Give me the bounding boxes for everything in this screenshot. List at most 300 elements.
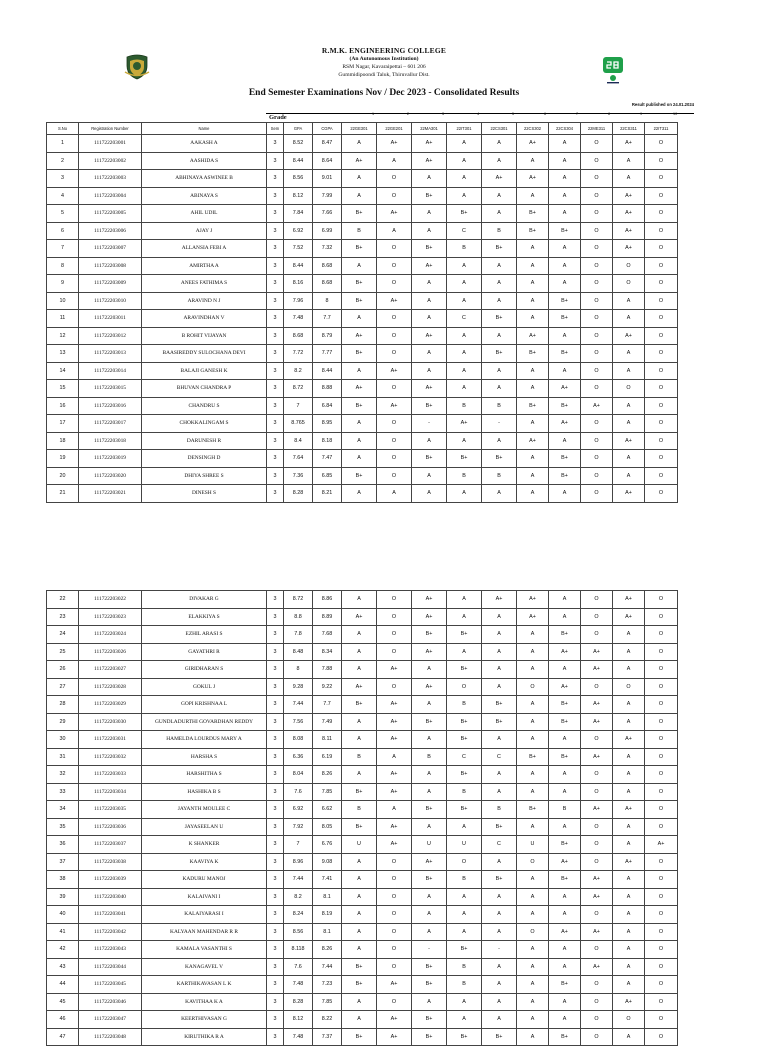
cell-g4: A xyxy=(447,257,482,275)
cell-name: DARUNESH R xyxy=(142,432,267,450)
cell-sno: 46 xyxy=(47,1011,79,1029)
cell-g7: A xyxy=(549,766,581,784)
cell-g5: B xyxy=(482,222,517,240)
cell-name: CHOKKALINGAM S xyxy=(142,415,267,433)
cell-g1: A+ xyxy=(342,608,377,626)
table-row xyxy=(47,643,678,661)
cell-g6: A xyxy=(517,888,549,906)
cell-g4: A xyxy=(447,187,482,205)
cell-sno: 7 xyxy=(47,240,79,258)
exam-title: End Semester Examinations Nov / Dec 2023 - Consolidated Results xyxy=(248,88,520,98)
cell-g4: B+ xyxy=(447,205,482,223)
cell-g8: O xyxy=(581,380,613,398)
cell-g1: B xyxy=(342,801,377,819)
cell-g5: A xyxy=(482,731,517,749)
table-row xyxy=(47,432,678,450)
cell-g7: A xyxy=(549,135,581,153)
cell-sno: 6 xyxy=(47,222,79,240)
cell-sno: 16 xyxy=(47,397,79,415)
cell-g9: A xyxy=(613,467,645,485)
cell-cgpa: 7.44 xyxy=(313,958,342,976)
cell-name: DIVAKAR G xyxy=(142,591,267,609)
cell-name: AAKASH A xyxy=(142,135,267,153)
table-row xyxy=(47,257,678,275)
cell-g3: A+ xyxy=(412,152,447,170)
cell-g6: A xyxy=(517,1028,549,1046)
cell-sem: 3 xyxy=(267,1011,284,1029)
cell-g1: A xyxy=(342,432,377,450)
cell-g3: B+ xyxy=(412,801,447,819)
cell-g8: A+ xyxy=(581,748,613,766)
cell-sem: 3 xyxy=(267,678,284,696)
cell-g6: B+ xyxy=(517,748,549,766)
cell-g9: A+ xyxy=(613,485,645,503)
cell-g9: A xyxy=(613,292,645,310)
cell-g3: B+ xyxy=(412,976,447,994)
cell-sem: 3 xyxy=(267,240,284,258)
cell-g5: A xyxy=(482,432,517,450)
cell-g5: B+ xyxy=(482,1028,517,1046)
cell-g3: A+ xyxy=(412,135,447,153)
cell-gpa: 7.48 xyxy=(284,1028,313,1046)
cell-g2: O xyxy=(377,643,412,661)
cell-gpa: 7 xyxy=(284,836,313,854)
cell-g5: B+ xyxy=(482,696,517,714)
cell-gpa: 7.44 xyxy=(284,696,313,714)
cell-regno: 111722203039 xyxy=(79,871,142,889)
cell-name: GOPI KRISHNAA L xyxy=(142,696,267,714)
cell-g6: A xyxy=(517,871,549,889)
cell-g6: A xyxy=(517,783,549,801)
cell-g2: A+ xyxy=(377,766,412,784)
cell-g7: B+ xyxy=(549,976,581,994)
cell-cgpa: 8.18 xyxy=(313,432,342,450)
cell-sem: 3 xyxy=(267,327,284,345)
cell-g10: O xyxy=(645,626,678,644)
cell-sno: 22 xyxy=(47,591,79,609)
cell-g7: A+ xyxy=(549,643,581,661)
cell-g5: A xyxy=(482,327,517,345)
column-number: 5 xyxy=(512,112,515,116)
cell-sno: 17 xyxy=(47,415,79,433)
cell-sem: 3 xyxy=(267,467,284,485)
cell-g9: A xyxy=(613,941,645,959)
cell-regno: 111722203044 xyxy=(79,958,142,976)
cell-g7: B+ xyxy=(549,696,581,714)
cell-g3: A+ xyxy=(412,608,447,626)
cell-g8: O xyxy=(581,467,613,485)
table-row xyxy=(47,467,678,485)
cell-g7: B+ xyxy=(549,626,581,644)
cell-g1: B+ xyxy=(342,275,377,293)
cell-g7: A+ xyxy=(549,380,581,398)
cell-g8: A+ xyxy=(581,923,613,941)
cell-g8: O xyxy=(581,240,613,258)
cell-g4: A xyxy=(447,327,482,345)
cell-g8: O xyxy=(581,1028,613,1046)
cell-g3: A xyxy=(412,923,447,941)
cell-g4: A xyxy=(447,152,482,170)
cell-g6: A+ xyxy=(517,608,549,626)
cell-g3: B+ xyxy=(412,450,447,468)
cell-regno: 111722203007 xyxy=(79,240,142,258)
cell-g8: O xyxy=(581,836,613,854)
cell-g7: A xyxy=(549,661,581,679)
cell-cgpa: 6.85 xyxy=(313,467,342,485)
cell-g5: A xyxy=(482,643,517,661)
cell-g2: A+ xyxy=(377,397,412,415)
cell-g2: A+ xyxy=(377,135,412,153)
cell-g6: A xyxy=(517,941,549,959)
cell-g10: O xyxy=(645,240,678,258)
cell-g3: A+ xyxy=(412,853,447,871)
cell-name: GUNDLADURTHI GOVARDHAN REDDY xyxy=(142,713,267,731)
cell-sem: 3 xyxy=(267,696,284,714)
cell-g6: B+ xyxy=(517,205,549,223)
cell-g3: B+ xyxy=(412,626,447,644)
published-date: Result published on 24.01.2024 xyxy=(631,102,694,107)
table-row xyxy=(47,678,678,696)
cell-g4: B+ xyxy=(447,450,482,468)
cell-g10: O xyxy=(645,310,678,328)
cell-g9: A+ xyxy=(613,205,645,223)
cell-g5: A+ xyxy=(482,170,517,188)
cell-cgpa: 7.77 xyxy=(313,345,342,363)
cell-gpa: 7.6 xyxy=(284,958,313,976)
column-number: 3 xyxy=(442,112,445,116)
cell-g7: B+ xyxy=(549,871,581,889)
cell-g6: A xyxy=(517,818,549,836)
cell-gpa: 8.8 xyxy=(284,608,313,626)
cell-gpa: 8.2 xyxy=(284,362,313,380)
cell-regno: 111722203046 xyxy=(79,993,142,1011)
cell-g9: A xyxy=(613,836,645,854)
cell-g8: O xyxy=(581,766,613,784)
cell-g3: A xyxy=(412,783,447,801)
cell-g10: O xyxy=(645,713,678,731)
cell-regno: 111722203035 xyxy=(79,801,142,819)
cell-g9: O xyxy=(613,275,645,293)
cell-g4: A xyxy=(447,906,482,924)
cell-g3: A xyxy=(412,485,447,503)
cell-g9: A xyxy=(613,748,645,766)
cell-g7: B+ xyxy=(549,467,581,485)
cell-regno: 111722203019 xyxy=(79,450,142,468)
cell-regno: 111722203032 xyxy=(79,748,142,766)
cell-g8: A+ xyxy=(581,643,613,661)
cell-g5: A xyxy=(482,275,517,293)
cell-cgpa: 7.7 xyxy=(313,310,342,328)
column-header-cgpa: CGPA xyxy=(313,123,342,135)
cell-g7: A+ xyxy=(549,415,581,433)
cell-regno: 111722203011 xyxy=(79,310,142,328)
cell-g3: A xyxy=(412,818,447,836)
cell-regno: 111722203043 xyxy=(79,941,142,959)
cell-g10: O xyxy=(645,415,678,433)
cell-g5: B+ xyxy=(482,818,517,836)
cell-sem: 3 xyxy=(267,380,284,398)
cell-regno: 111722203042 xyxy=(79,923,142,941)
cell-g9: A+ xyxy=(613,993,645,1011)
cell-sem: 3 xyxy=(267,783,284,801)
cell-g9: A xyxy=(613,415,645,433)
cell-name: HARSHA S xyxy=(142,748,267,766)
cell-g10: O xyxy=(645,801,678,819)
cell-gpa: 6.92 xyxy=(284,222,313,240)
cell-g1: B+ xyxy=(342,292,377,310)
cell-g4: O xyxy=(447,678,482,696)
cell-name: KADURU MANOJ xyxy=(142,871,267,889)
cell-g10: O xyxy=(645,152,678,170)
cell-cgpa: 7.68 xyxy=(313,626,342,644)
cell-g6: A xyxy=(517,696,549,714)
cell-gpa: 6.36 xyxy=(284,748,313,766)
cell-gpa: 8.56 xyxy=(284,170,313,188)
table-row xyxy=(47,993,678,1011)
cell-g1: B xyxy=(342,222,377,240)
cell-g3: A+ xyxy=(412,327,447,345)
cell-g8: O xyxy=(581,170,613,188)
cell-sem: 3 xyxy=(267,923,284,941)
cell-g1: B+ xyxy=(342,240,377,258)
cell-g10: O xyxy=(645,292,678,310)
cell-g8: O xyxy=(581,783,613,801)
table-row xyxy=(47,275,678,293)
cell-g1: A+ xyxy=(342,380,377,398)
cell-g6: A+ xyxy=(517,591,549,609)
cell-g3: A+ xyxy=(412,257,447,275)
cell-g2: A xyxy=(377,748,412,766)
cell-g2: O xyxy=(377,170,412,188)
cell-sno: 32 xyxy=(47,766,79,784)
cell-g8: O xyxy=(581,976,613,994)
cell-gpa: 8.48 xyxy=(284,643,313,661)
cell-g2: O xyxy=(377,187,412,205)
cell-g2: A+ xyxy=(377,818,412,836)
cell-g1: A xyxy=(342,187,377,205)
cell-g9: A+ xyxy=(613,240,645,258)
cell-g2: A xyxy=(377,801,412,819)
cell-g9: A xyxy=(613,818,645,836)
cell-cgpa: 7.85 xyxy=(313,783,342,801)
cell-g2: A+ xyxy=(377,1011,412,1029)
cell-g2: A xyxy=(377,485,412,503)
cell-name: BHUVAN CHANDRA P xyxy=(142,380,267,398)
cell-g5: B+ xyxy=(482,713,517,731)
cell-g2: A+ xyxy=(377,713,412,731)
table-row xyxy=(47,871,678,889)
cell-sem: 3 xyxy=(267,397,284,415)
cell-g2: A+ xyxy=(377,836,412,854)
cell-g1: A+ xyxy=(342,678,377,696)
cell-g9: A xyxy=(613,713,645,731)
cell-g6: O xyxy=(517,853,549,871)
cell-g7: A xyxy=(549,205,581,223)
cell-regno: 111722203036 xyxy=(79,818,142,836)
cell-cgpa: 7.41 xyxy=(313,871,342,889)
cell-gpa: 7.84 xyxy=(284,205,313,223)
cell-g1: B+ xyxy=(342,976,377,994)
cell-g5: A xyxy=(482,205,517,223)
cell-g6: A xyxy=(517,187,549,205)
cell-g1: A xyxy=(342,257,377,275)
cell-g6: A xyxy=(517,415,549,433)
cell-g10: O xyxy=(645,1011,678,1029)
cell-sem: 3 xyxy=(267,643,284,661)
cell-sno: 3 xyxy=(47,170,79,188)
cell-regno: 111722203003 xyxy=(79,170,142,188)
cell-regno: 111722203015 xyxy=(79,380,142,398)
cell-regno: 111722203008 xyxy=(79,257,142,275)
cell-name: GAYATHRI R xyxy=(142,643,267,661)
cell-g6: U xyxy=(517,836,549,854)
cell-g5: B xyxy=(482,467,517,485)
cell-name: KALAIYARASI I xyxy=(142,906,267,924)
cell-g4: C xyxy=(447,222,482,240)
cell-cgpa: 7.7 xyxy=(313,696,342,714)
cell-gpa: 8.12 xyxy=(284,1011,313,1029)
cell-g8: A+ xyxy=(581,888,613,906)
grade-label: Grade xyxy=(269,114,287,121)
cell-regno: 111722203033 xyxy=(79,766,142,784)
cell-cgpa: 8.68 xyxy=(313,257,342,275)
cell-g7: A xyxy=(549,783,581,801)
cell-g5: A xyxy=(482,853,517,871)
cell-name: KAMALA VASANTHI S xyxy=(142,941,267,959)
cell-g8: A+ xyxy=(581,801,613,819)
cell-g6: A xyxy=(517,1011,549,1029)
cell-name: BAASIREDDY SULOCHANA DEVI xyxy=(142,345,267,363)
cell-g5: B+ xyxy=(482,240,517,258)
cell-regno: 111722203021 xyxy=(79,485,142,503)
table-row xyxy=(47,397,678,415)
cell-g6: A xyxy=(517,643,549,661)
cell-cgpa: 6.62 xyxy=(313,801,342,819)
cell-g8: A+ xyxy=(581,696,613,714)
cell-gpa: 8.2 xyxy=(284,888,313,906)
cell-cgpa: 8.79 xyxy=(313,327,342,345)
cell-g2: A+ xyxy=(377,292,412,310)
cell-g7: A+ xyxy=(549,853,581,871)
cell-g5: A xyxy=(482,292,517,310)
cell-sno: 8 xyxy=(47,257,79,275)
cell-g2: A+ xyxy=(377,205,412,223)
cell-g6: A xyxy=(517,661,549,679)
cell-gpa: 8.08 xyxy=(284,731,313,749)
cell-sno: 18 xyxy=(47,432,79,450)
cell-g3: A xyxy=(412,292,447,310)
cell-g7: B+ xyxy=(549,397,581,415)
cell-sem: 3 xyxy=(267,748,284,766)
cell-cgpa: 7.85 xyxy=(313,993,342,1011)
cell-sno: 13 xyxy=(47,345,79,363)
cell-g4: A xyxy=(447,608,482,626)
cell-g2: O xyxy=(377,275,412,293)
table-row xyxy=(47,626,678,644)
cell-g3: A xyxy=(412,205,447,223)
cell-g6: A xyxy=(517,240,549,258)
cell-g1: A xyxy=(342,853,377,871)
cell-cgpa: 9.08 xyxy=(313,853,342,871)
cell-sno: 19 xyxy=(47,450,79,468)
cell-gpa: 7.48 xyxy=(284,310,313,328)
cell-sno: 10 xyxy=(47,292,79,310)
cell-name: ARAVIND N J xyxy=(142,292,267,310)
cell-g3: - xyxy=(412,941,447,959)
cell-name: HARSHITHA S xyxy=(142,766,267,784)
cell-g10: O xyxy=(645,643,678,661)
table-row xyxy=(47,801,678,819)
cell-g4: A+ xyxy=(447,415,482,433)
cell-g3: A xyxy=(412,432,447,450)
cell-g8: A+ xyxy=(581,871,613,889)
table-row xyxy=(47,450,678,468)
cell-g6: A xyxy=(517,257,549,275)
cell-sem: 3 xyxy=(267,993,284,1011)
cell-g3: U xyxy=(412,836,447,854)
cell-g6: A xyxy=(517,310,549,328)
table-row xyxy=(47,696,678,714)
cell-g6: A xyxy=(517,906,549,924)
cell-g2: O xyxy=(377,958,412,976)
cell-g4: U xyxy=(447,836,482,854)
cell-g2: O xyxy=(377,626,412,644)
cell-g9: A+ xyxy=(613,853,645,871)
cell-regno: 111722203045 xyxy=(79,976,142,994)
cell-cgpa: 8.47 xyxy=(313,135,342,153)
cell-g3: A xyxy=(412,170,447,188)
cell-sno: 4 xyxy=(47,187,79,205)
cell-g3: B+ xyxy=(412,1011,447,1029)
column-number: 4 xyxy=(477,112,480,116)
cell-sno: 39 xyxy=(47,888,79,906)
cell-sem: 3 xyxy=(267,187,284,205)
cell-gpa: 8.4 xyxy=(284,432,313,450)
cell-sem: 3 xyxy=(267,415,284,433)
cell-g7: A xyxy=(549,731,581,749)
cell-g7: A xyxy=(549,152,581,170)
cell-g8: O xyxy=(581,222,613,240)
cell-gpa: 7 xyxy=(284,397,313,415)
anniversary-logo xyxy=(602,55,624,85)
cell-name: DINESH S xyxy=(142,485,267,503)
cell-cgpa: 8.22 xyxy=(313,1011,342,1029)
cell-cgpa: 7.66 xyxy=(313,205,342,223)
cell-gpa: 8.28 xyxy=(284,993,313,1011)
cell-cgpa: 6.19 xyxy=(313,748,342,766)
cell-g4: A xyxy=(447,432,482,450)
cell-g8: O xyxy=(581,257,613,275)
cell-g6: A+ xyxy=(517,135,549,153)
cell-sno: 43 xyxy=(47,958,79,976)
cell-g8: O xyxy=(581,275,613,293)
cell-sem: 3 xyxy=(267,888,284,906)
cell-g10: O xyxy=(645,1028,678,1046)
cell-g1: B xyxy=(342,748,377,766)
cell-g1: B+ xyxy=(342,818,377,836)
cell-g8: O xyxy=(581,450,613,468)
cell-g8: A+ xyxy=(581,958,613,976)
cell-g7: B+ xyxy=(549,713,581,731)
cell-cgpa: 8.19 xyxy=(313,906,342,924)
cell-g10: O xyxy=(645,345,678,363)
cell-g1: A xyxy=(342,993,377,1011)
cell-g7: A+ xyxy=(549,923,581,941)
cell-g1: A xyxy=(342,766,377,784)
cell-cgpa: 6.84 xyxy=(313,397,342,415)
cell-gpa: 7.52 xyxy=(284,240,313,258)
cell-g9: A xyxy=(613,152,645,170)
